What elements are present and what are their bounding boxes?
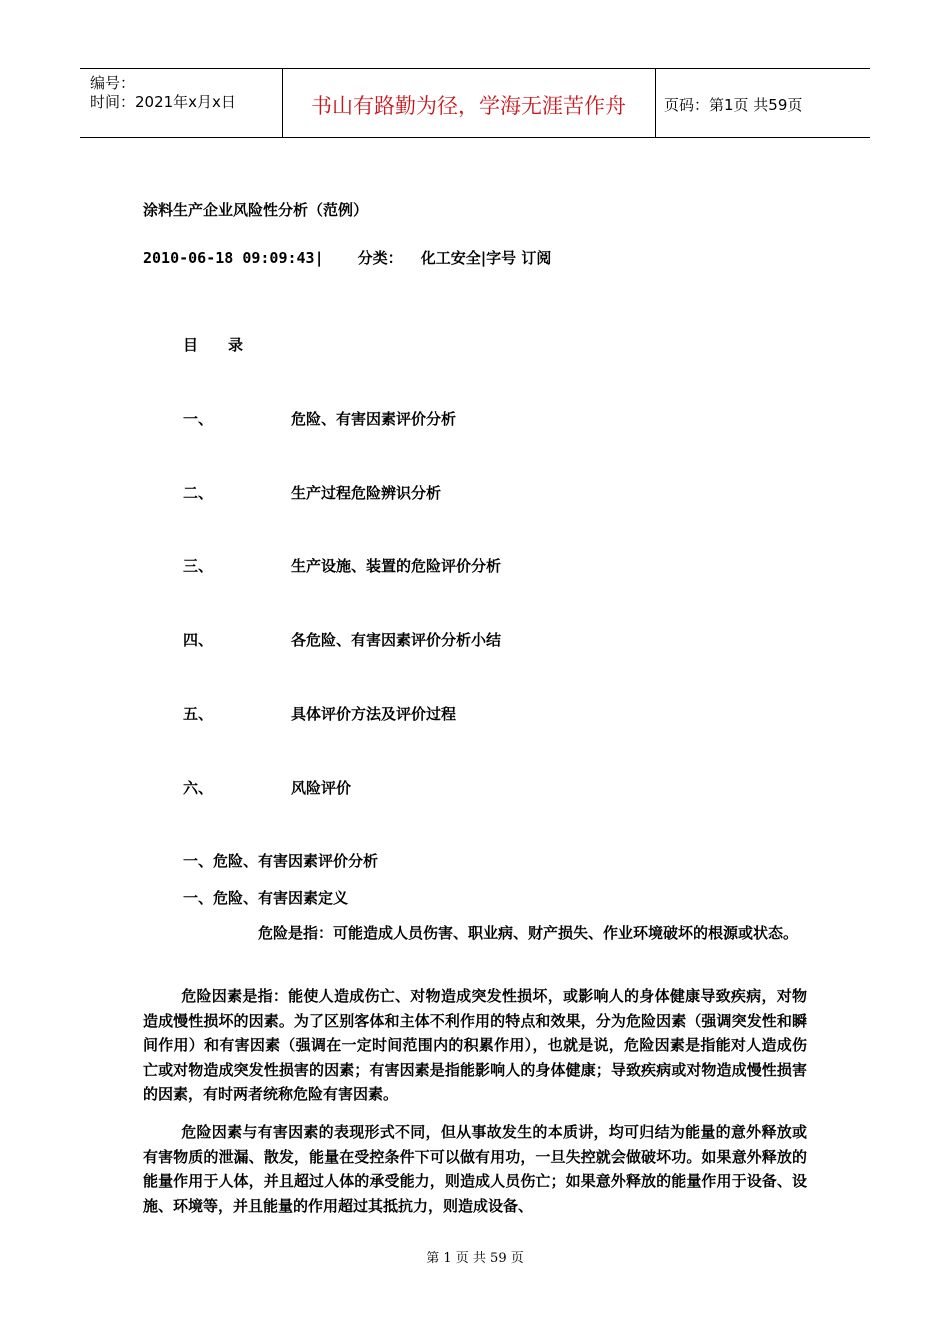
header-cell-center [282, 69, 656, 137]
toc-heading: 目录 [183, 336, 274, 354]
header-table [80, 68, 870, 138]
toc-item-text: 生产设施、装置的危险评价分析 [291, 557, 502, 575]
category-label: 分类： [357, 249, 403, 267]
category-value: 化工安全|字号 订阅 [420, 249, 552, 267]
header-page-label: 页码：第1页 共59页 [664, 96, 803, 114]
toc-item-number: 二、 [183, 484, 214, 502]
toc-item-text: 各危险、有害因素评价分析小结 [291, 631, 502, 649]
article-datetime: 2010-06-18 09:09:43| [143, 249, 324, 267]
toc-item-number: 六、 [183, 779, 214, 797]
body-paragraph [143, 1120, 807, 1218]
toc-item-number: 四、 [183, 631, 214, 649]
header-cell-left [80, 69, 283, 137]
header-motto: 书山有路勤为径，学海无涯苦作舟 [311, 94, 626, 118]
toc-item-text: 具体评价方法及评价过程 [291, 705, 457, 723]
section-heading-1: 一、危险、有害因素评价分析 [183, 852, 379, 870]
toc-item-number: 三、 [183, 557, 214, 575]
paragraph-text: 危险是指：可能造成人员伤害、职业病、财产损失、作业环境破坏的根源或状态。 [258, 924, 799, 942]
toc-item-number: 一、 [183, 410, 214, 428]
page-footer: 第 1 页 共 59 页 [426, 1251, 524, 1266]
toc-item-number: 五、 [183, 705, 214, 723]
article-meta [143, 247, 551, 268]
toc-item-text: 生产过程危险辨识分析 [291, 484, 442, 502]
article-title: 涂料生产企业风险性分析（范例） [143, 201, 369, 219]
body-paragraph [143, 921, 807, 946]
document-number-label: 编号： [90, 74, 136, 92]
paragraph-text: 危险因素与有害因素的表现形式不同，但从事故发生的本质讲，均可归结为能量的意外释放或有害物质的泄漏、散发，能量在受控条件下可以做有用功，一旦失控就会做破坏功。如果意外释放的能量作用于人体，并且超过人体的承受能力，则造成人员伤亡；如果意外释放的能量作用于设备、设施、环境等，并且能量的作用超过其抵抗力，则造成设备、 [143, 1123, 807, 1215]
body-paragraph [143, 984, 807, 1107]
document-time-label: 时间：2021年x月x日 [90, 93, 236, 111]
header-cell-right [655, 69, 870, 137]
paragraph-text: 危险因素是指：能使人造成伤亡、对物造成突发性损坏，或影响人的身体健康导致疾病，对物造成慢性损坏的因素。为了区别客体和主体不利作用的特点和效果，分为危险因素（强调突发性和瞬间作用）和有害因素（强调在一定时间范围内的积累作用），也就是说，危险因素是指能对人造成伤亡或对物造成突发性损害的因素；有害因素是指能影响人的身体健康；导致疾病或对物造成慢性损害的因素，有时两者统称危险有害因素。 [143, 987, 807, 1103]
toc-item-text: 危险、有害因素评价分析 [291, 410, 457, 428]
section-heading-2: 一、危险、有害因素定义 [183, 889, 349, 907]
toc-item-text: 风险评价 [291, 779, 352, 797]
